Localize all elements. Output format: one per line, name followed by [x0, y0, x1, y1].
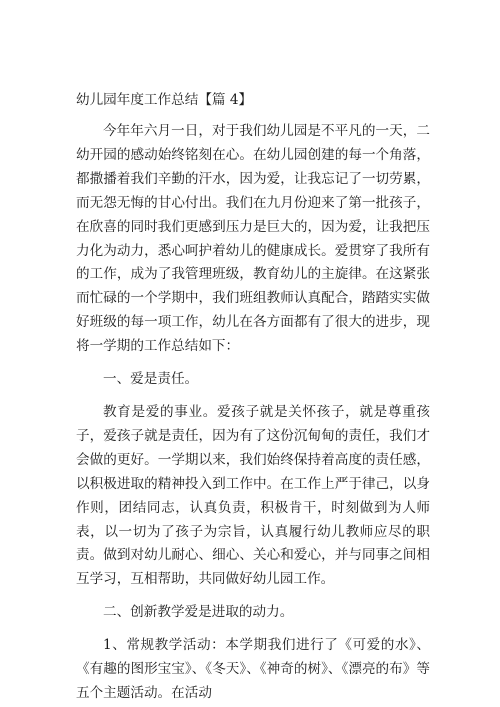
- intro-paragraph: 今年年六月一日，对于我们幼儿园是不平凡的一天，二幼开园的感动始终铭刻在心。在幼儿园创建的每一个角落，都撒播着我们辛勤的汗水，因为爱，让我忘记了一切劳累，而无怨无悔的甘心付出。我们在九月份迎来了第一批孩子，在欣喜的同时我们更感到压力是巨大的，因为爱，让我把压力化为动力，悉心呵护着幼儿的健康成长。爱贯穿了我所有的工作，成为了我管理班级，教育幼儿的主旋律。在这紧张而忙碌的一个学期中，我们班组教师认真配合，踏踏实实做好班级的每一项工作，幼儿在各方面都有了很大的进步，现将一学期的工作总结如下：: [76, 123, 430, 355]
- routine-teaching-paragraph: 1、常规教学活动：本学期我们进行了《可爱的水》、《有趣的图形宝宝》、《冬天》、《神奇的树》、《漂亮的布》等五个主题活动。在活动: [76, 637, 430, 701]
- responsibility-paragraph: 教育是爱的事业。爱孩子就是关怀孩子，就是尊重孩子，爱孩子就是责任，因为有了这份沉甸甸的责任，我们才会做的更好。一学期以来，我们始终保持着高度的责任感，以积极进取的精神投入到工作中。在工作上严于律己，以身作则，团结同志，认真负责，积极肯干，时刻做到为人师表，以一切为了孩子为宗旨，认真履行幼儿教师应尽的职责。做到对幼儿耐心、细心、关心和爱心，并与同事之间相互学习，互相帮助，共同做好幼儿园工作。: [76, 403, 430, 588]
- section-heading-responsibility: 一、爱是责任。: [103, 371, 199, 388]
- section-heading-innovation: 二、创新教学爱是进取的动力。: [103, 604, 294, 621]
- document-body: [76, 88, 430, 706]
- document-title: 幼儿园年度工作总结【篇 4】: [76, 92, 253, 108]
